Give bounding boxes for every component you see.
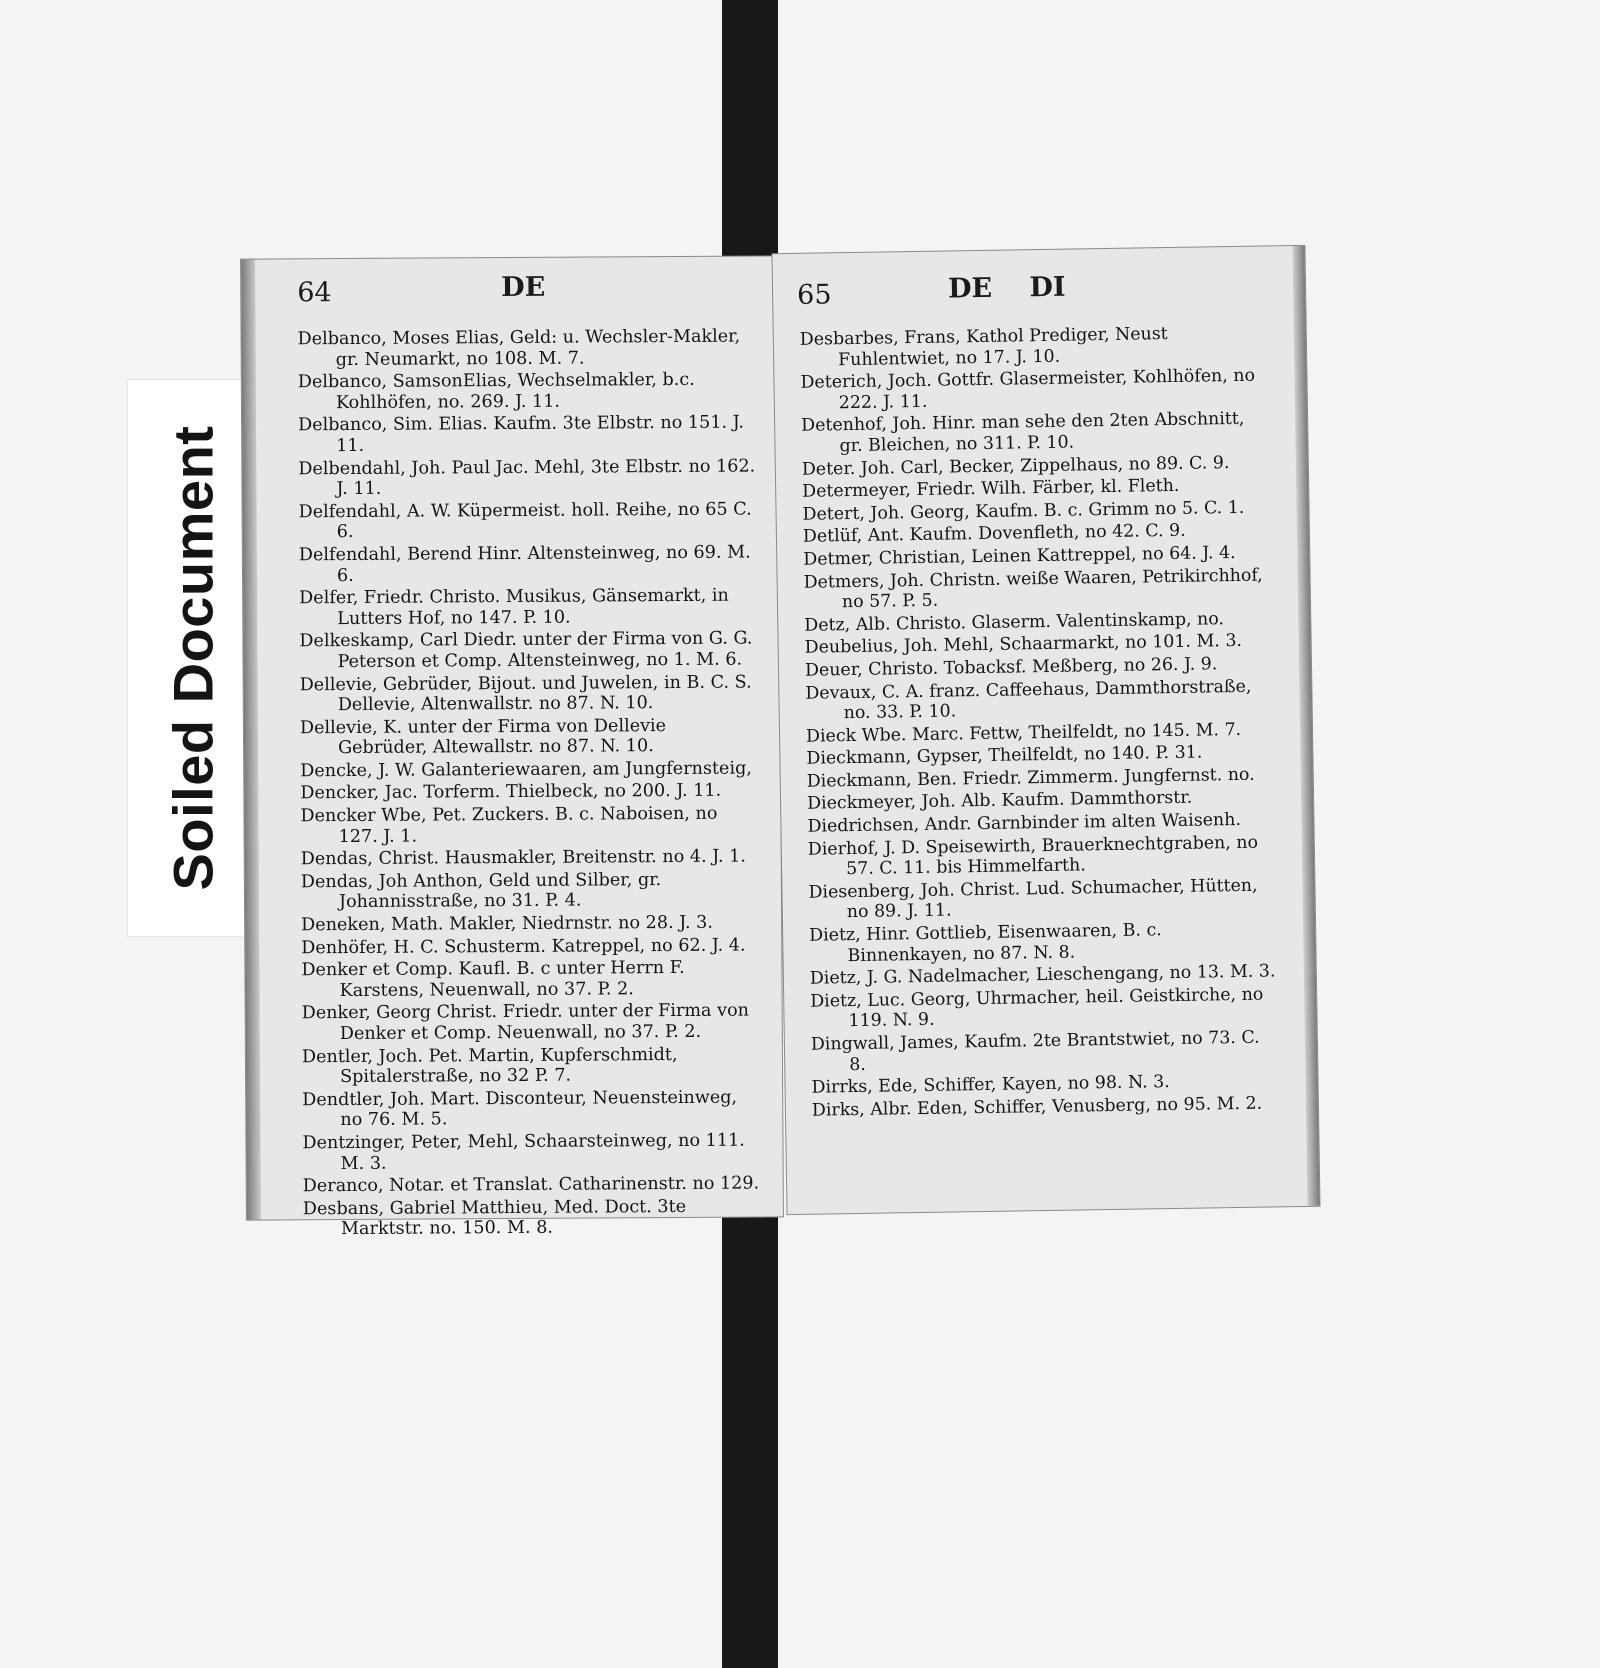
- directory-entry: Dendtler, Joh. Mart. Disconteur, Neuensteinweg, no 76. M. 5.: [302, 1087, 738, 1131]
- directory-entry: Dierhof, J. D. Speisewirth, Brauerknechtgraben, no 57. C. 11. bis Himmelfarth.: [807, 832, 1259, 880]
- directory-entry: Deranco, Notar. et Translat. Catharinenstr. no 129.: [302, 1173, 760, 1197]
- directory-entry: Dentzinger, Peter, Mehl, Schaarsteinweg, no 111. M. 3.: [302, 1130, 745, 1174]
- directory-entry: Deuer, Christo. Tobacksf. Meßberg, no 26. J. 9.: [804, 654, 1218, 681]
- directory-entry: Dellevie, Gebrüder, Bijout. und Juwelen, in B. C. S. Dellevie, Altenwallstr. no 87. N. 10.: [299, 672, 752, 716]
- directory-entry: Determeyer, Friedr. Wilh. Färber, kl. Fleth.: [802, 476, 1180, 502]
- directory-entry: Detert, Joh. Georg, Kaufm. B. c. Grimm no 5. C. 1.: [802, 497, 1245, 525]
- directory-entry: Dietz, Hinr. Gottlieb, Eisenwaaren, B. c. Binnenkayen, no 87. N. 8.: [809, 920, 1162, 966]
- left-running-head: DE: [501, 271, 546, 304]
- directory-entry: Desbans, Gabriel Matthieu, Med. Doct. 3te Marktstr. no. 150. M. 8.: [302, 1196, 687, 1240]
- directory-entry: Dendas, Christ. Hausmakler, Breitenstr. no 4. J. 1.: [300, 846, 746, 870]
- directory-entry: Dencke, J. W. Galanteriewaaren, am Jungfernsteig,: [300, 758, 752, 782]
- directory-entry: Dellevie, K. unter der Firma von Dellevie Gebrüder, Altewallstr. no 87. N. 10.: [299, 715, 667, 759]
- directory-entry: Dietz, J. G. Nadelmacher, Lieschengang, no 13. M. 3.: [809, 961, 1276, 989]
- directory-entry: Dieck Wbe. Marc. Fettw, Theilfeldt, no 145. M. 7.: [805, 719, 1242, 747]
- directory-entry: Denker et Comp. Kaufl. B. c unter Herrn F. Karstens, Neuenwall, no 37. P. 2.: [301, 958, 685, 1001]
- directory-entry: Detenhof, Joh. Hinr. man sehe den 2ten Abschnitt, gr. Bleichen, no 311. P. 10.: [801, 409, 1245, 457]
- directory-entry: Deter. Joh. Carl, Becker, Zippelhaus, no 89. C. 9.: [801, 452, 1230, 480]
- left-page: [241, 256, 783, 1240]
- soiled-document-label: Soiled Document: [161, 425, 225, 891]
- directory-entry: Detmers, Joh. Christn. weiße Waaren, Petrikirchhof, no 57. P. 5.: [803, 565, 1263, 613]
- directory-entry: Delfer, Friedr. Christo. Musikus, Gänsemarkt, in Lutters Hof, no 147. P. 10.: [299, 585, 729, 629]
- directory-entry: Dendas, Joh Anthon, Geld und Silber, gr. Johannisstraße, no 31. P. 4.: [300, 869, 662, 913]
- directory-entry: Desbarbes, Frans, Kathol Prediger, Neust Fuhlentwiet, no 17. J. 10.: [799, 324, 1168, 370]
- directory-entry: Diesenberg, Joh. Christ. Lud. Schumacher, Hütten, no 89. J. 11.: [808, 875, 1258, 923]
- directory-entry: Deubelius, Joh. Mehl, Schaarmarkt, no 101. M. 3.: [804, 631, 1243, 659]
- directory-entry: Devaux, C. A. franz. Caffeehaus, Dammthorstraße, no. 33. P. 10.: [805, 676, 1252, 724]
- label-tag: [128, 380, 258, 936]
- directory-entry: Detlüf, Ant. Kaufm. Dovenfleth, no 42. C. 9.: [802, 521, 1186, 548]
- directory-entry: Dieckmann, Gypser, Theilfeldt, no 140. P. 31.: [806, 742, 1203, 770]
- directory-entry: Denker, Georg Christ. Friedr. unter der Firma von Denker et Comp. Neuenwall, no 37. P. 2.: [301, 1000, 750, 1045]
- directory-entry: Detmer, Christian, Leinen Kattreppel, no 64. J. 4.: [803, 542, 1236, 570]
- directory-entry: Denhöfer, H. C. Schusterm. Katreppel, no 62. J. 4.: [301, 935, 746, 958]
- directory-entry: Dentler, Joch. Pet. Martin, Kupferschmidt, Spitalerstraße, no 32 P. 7.: [301, 1044, 678, 1088]
- right-entry-list: [800, 322, 1282, 1123]
- directory-entry: Dencker, Jac. Torferm. Thielbeck, no 200. J. 11.: [300, 781, 722, 804]
- directory-entry: Dieckmeyer, Joh. Alb. Kaufm. Dammthorstr.: [806, 788, 1193, 815]
- right-page-number: 65: [796, 279, 832, 311]
- left-entry-list: [297, 326, 763, 1242]
- directory-entry: Delkeskamp, Carl Diedr. unter der Firma von G. G. Peterson et Comp. Altensteinweg, no 1. M. 6.: [299, 628, 753, 672]
- directory-entry: Delbanco, Moses Elias, Geld: u. Wechsler-Makler, gr. Neumarkt, no 108. M. 7.: [297, 326, 741, 370]
- directory-entry: Dingwall, James, Kaufm. 2te Brantstwiet, no 73. C. 8.: [810, 1027, 1260, 1075]
- directory-entry: Detz, Alb. Christo. Glaserm. Valentinskamp, no.: [804, 608, 1225, 636]
- directory-entry: Delbendahl, Joh. Paul Jac. Mehl, 3te Elbstr. no 162. J. 11.: [298, 456, 756, 500]
- directory-entry: Deterich, Joch. Gottfr. Glasermeister, Kohlhöfen, no 222. J. 11.: [800, 365, 1256, 413]
- directory-entry: Diedrichsen, Andr. Garnbinder im alten Waisenh.: [807, 810, 1242, 837]
- directory-entry: Delbanco, Sim. Elias. Kaufm. 3te Elbstr. no 151. J. 11.: [298, 412, 745, 457]
- directory-entry: Dirrks, Ede, Schiffer, Kayen, no 98. N. 3.: [811, 1072, 1170, 1098]
- right-running-head: DE DI: [947, 271, 1066, 305]
- directory-entry: Dietz, Luc. Georg, Uhrmacher, heil. Geistkirche, no 119. N. 9.: [810, 984, 1264, 1032]
- directory-entry: Dieckmann, Ben. Friedr. Zimmerm. Jungfernst. no.: [806, 764, 1255, 792]
- directory-entry: Dencker Wbe, Pet. Zuckers. B. c. Naboisen, no 127. J. 1.: [300, 803, 718, 847]
- directory-entry: Delbanco, SamsonElias, Wechselmakler, b.c. Kohlhöfen, no. 269. J. 11.: [297, 370, 695, 413]
- directory-entry: Delfendahl, A. W. Küpermeist. holl. Reihe, no 65 C. 6.: [298, 499, 752, 543]
- directory-entry: Deneken, Math. Makler, Niedrnstr. no 28. J. 3.: [301, 912, 713, 936]
- right-page: [772, 246, 1319, 1214]
- directory-entry: Delfendahl, Berend Hinr. Altensteinweg, no 69. M. 6.: [298, 542, 751, 586]
- directory-entry: Dirks, Albr. Eden, Schiffer, Venusberg, no 95. M. 2.: [811, 1093, 1263, 1121]
- left-page-number: 64: [297, 277, 332, 309]
